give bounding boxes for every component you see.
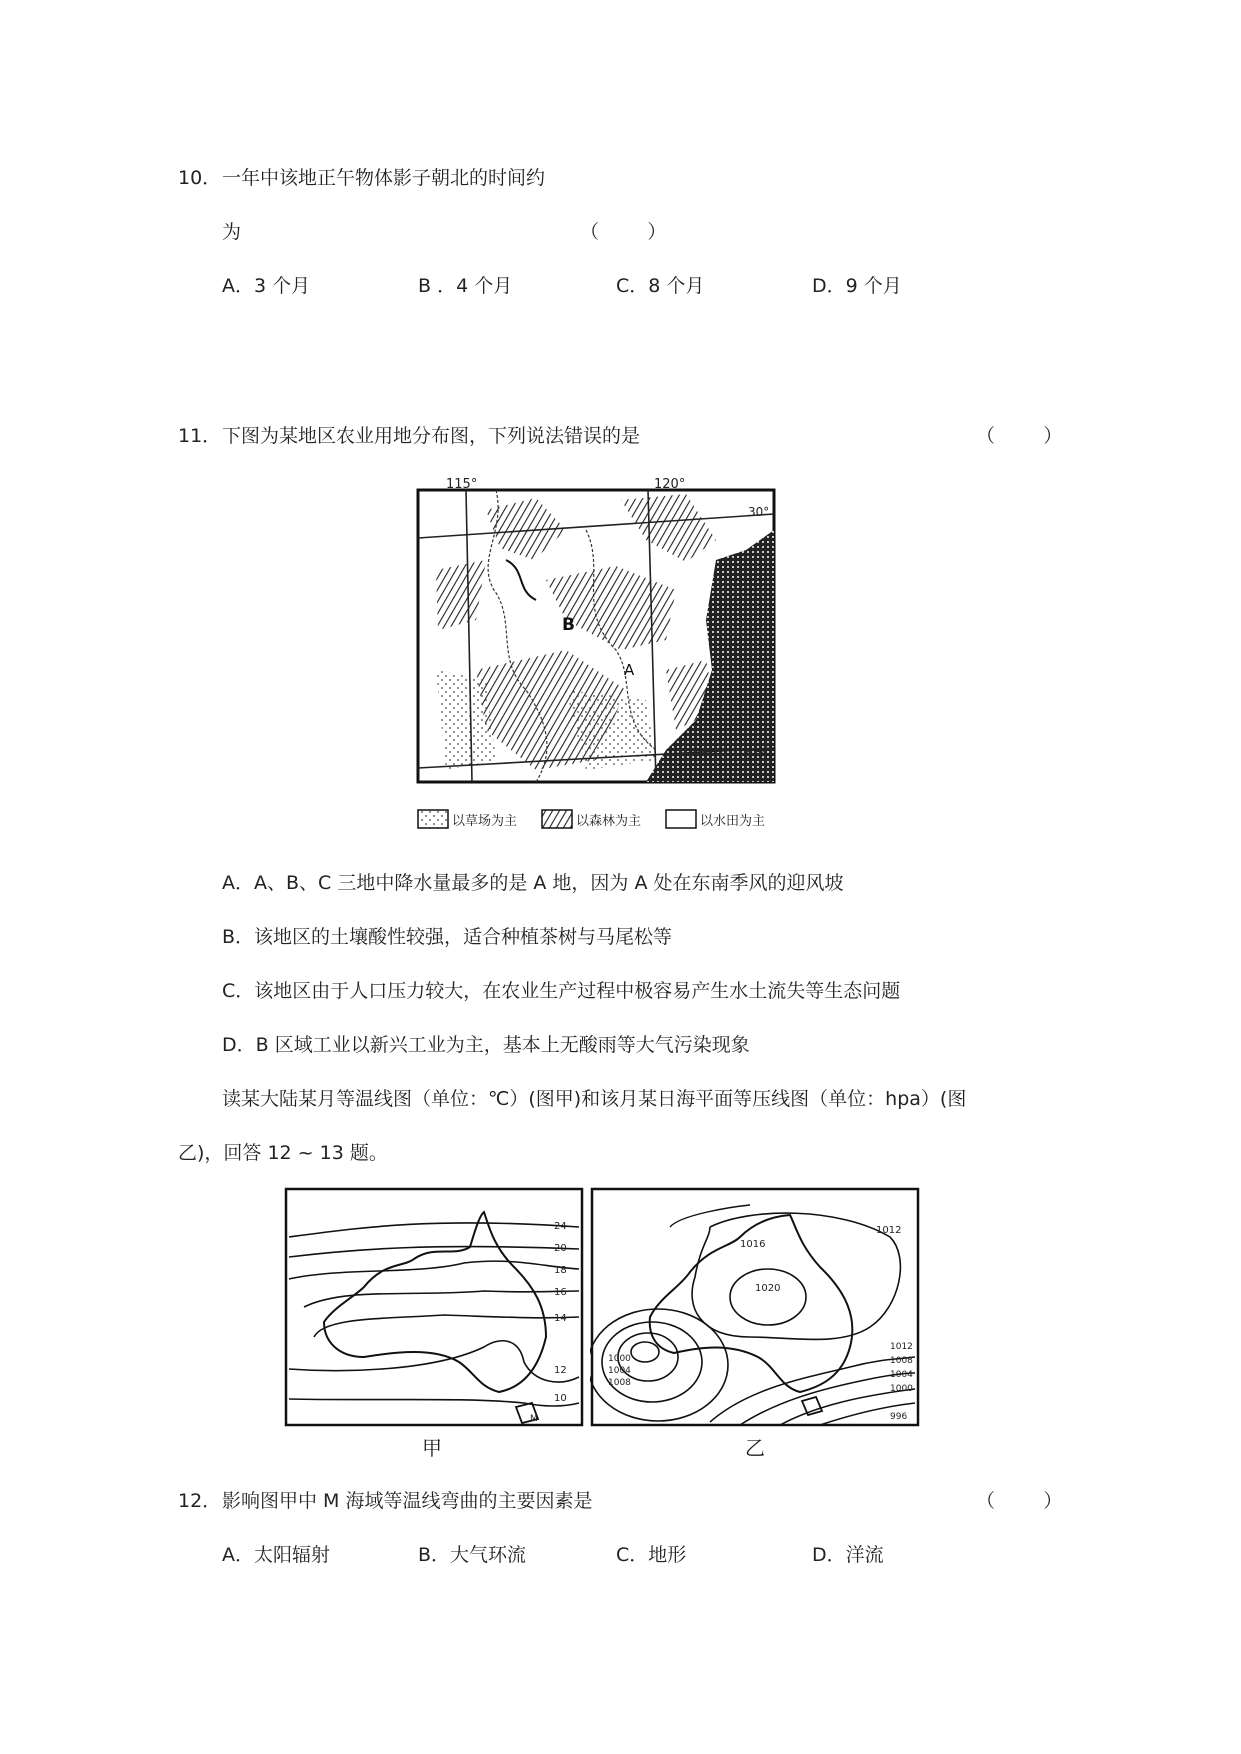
land-use-map bbox=[416, 470, 776, 840]
caption-yi: 乙 bbox=[745, 1436, 765, 1460]
isobar-label: 1000 bbox=[608, 1354, 631, 1364]
q11-number: 11． bbox=[178, 425, 222, 447]
isotherm-map-svg bbox=[284, 1187, 584, 1467]
q11-option-c: C．该地区由于人口压力较大，在农业生产过程中极容易产生水土流失等生态问题 bbox=[222, 980, 901, 1002]
legend-grassland-label: 以草场为主 bbox=[452, 814, 518, 829]
q10-option-c: C．8 个月 bbox=[616, 275, 705, 297]
q10-answer-paren: （ ） bbox=[580, 221, 667, 243]
isobar-label: 1012 bbox=[890, 1342, 913, 1352]
isotherm-label: 24 bbox=[554, 1221, 567, 1232]
isotherm-label: 12 bbox=[554, 1365, 567, 1376]
q12-option-a: A．太阳辐射 bbox=[222, 1544, 330, 1566]
legend-forest-label: 以森林为主 bbox=[576, 814, 642, 829]
lat-label-25: 25° bbox=[746, 749, 768, 763]
q11-option-d: D．B 区域工业以新兴工业为主，基本上无酸雨等大气污染现象 bbox=[222, 1034, 750, 1056]
q10-number: 10． bbox=[178, 167, 222, 189]
isobar-label: 1004 bbox=[608, 1366, 631, 1376]
isotherm-label: 10 bbox=[554, 1393, 567, 1404]
q12-answer-paren: （ ） bbox=[976, 1490, 1063, 1512]
legend-paddy-swatch bbox=[666, 810, 696, 828]
isotherm-map-jia bbox=[284, 1187, 584, 1467]
legend-paddy-label: 以水田为主 bbox=[700, 814, 766, 829]
q12-number: 12． bbox=[178, 1490, 222, 1512]
isotherm-label: 20 bbox=[554, 1243, 567, 1254]
land-use-map-svg bbox=[416, 470, 776, 840]
isobar-map-yi bbox=[590, 1187, 920, 1467]
isobar-label: 1008 bbox=[608, 1378, 631, 1388]
isobar-label: 1000 bbox=[890, 1384, 913, 1394]
intro-line-1: 读某大陆某月等温线图（单位：℃）(图甲)和该月某日海平面等压线图（单位：hpa）(图 bbox=[222, 1088, 967, 1110]
isobar-map-svg bbox=[590, 1187, 920, 1467]
isotherm-label: 16 bbox=[554, 1287, 567, 1298]
sea-area-m-label: M bbox=[530, 1414, 538, 1424]
isobar-label: 1016 bbox=[740, 1239, 766, 1250]
isotherm-label: 18 bbox=[554, 1265, 567, 1276]
isobar-label: 1020 bbox=[755, 1283, 781, 1294]
q12-option-c: C．地形 bbox=[616, 1544, 687, 1566]
isobar-label: 996 bbox=[890, 1412, 908, 1422]
isobar-label: 1012 bbox=[876, 1225, 902, 1236]
isobar-label: 1004 bbox=[890, 1370, 913, 1380]
q10-option-b: B ．4 个月 bbox=[418, 275, 513, 297]
q10-option-a: A．3 个月 bbox=[222, 275, 311, 297]
q12-stem: 影响图甲中 M 海域等温线弯曲的主要因素是 bbox=[222, 1490, 593, 1512]
q12-option-b: B．大气环流 bbox=[418, 1544, 527, 1566]
legend-forest-swatch bbox=[542, 810, 572, 828]
q11-option-a: A．A、B、C 三地中降水量最多的是 A 地，因为 A 处在东南季风的迎风坡 bbox=[222, 872, 844, 894]
legend-grassland-swatch bbox=[418, 810, 448, 828]
place-label-b: B bbox=[562, 615, 575, 635]
q10-stem: 一年中该地正午物体影子朝北的时间约 bbox=[222, 167, 546, 189]
q10-stem-continued: 为 bbox=[222, 221, 242, 243]
q11-option-b: B．该地区的土壤酸性较强，适合种植茶树与马尾松等 bbox=[222, 926, 673, 948]
lon-label-115: 115° bbox=[446, 477, 478, 492]
isobar-label: 1008 bbox=[890, 1356, 913, 1366]
lon-label-120: 120° bbox=[654, 477, 686, 492]
isotherm-label: 14 bbox=[554, 1313, 567, 1324]
intro-line-2: 乙)，回答 12 ~ 13 题。 bbox=[178, 1142, 388, 1164]
lat-label-30: 30° bbox=[748, 505, 770, 519]
q10-option-d: D．9 个月 bbox=[812, 275, 902, 297]
caption-jia: 甲 bbox=[422, 1436, 442, 1460]
place-label-a: A bbox=[624, 661, 635, 679]
q11-answer-paren: （ ） bbox=[976, 425, 1063, 447]
q12-option-d: D．洋流 bbox=[812, 1544, 884, 1566]
q11-stem: 下图为某地区农业用地分布图，下列说法错误的是 bbox=[222, 425, 641, 447]
